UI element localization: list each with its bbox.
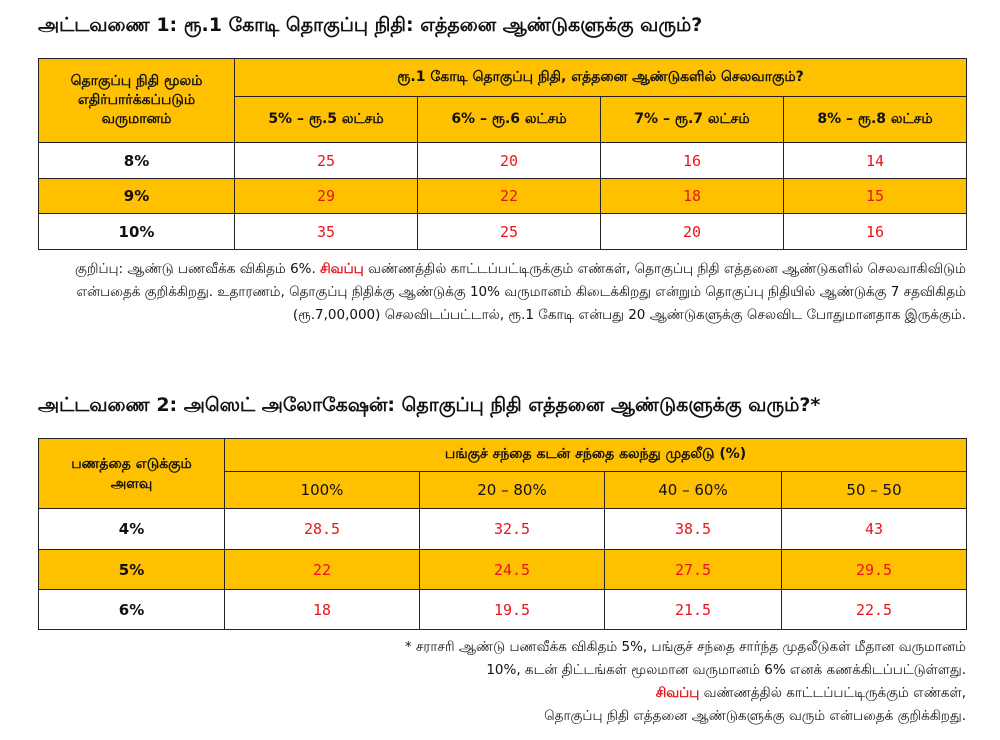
table-row [39,214,967,250]
table1-row-header: தொகுப்பு நிதி மூலம் எதிர்பார்க்கப்படும் வருமானம் [39,59,235,143]
row-label: 10% [39,214,235,250]
table-cell: 18 [601,179,784,214]
table-row [39,590,967,630]
row-label: 8% [39,143,235,179]
red-word: சிவப்பு [655,685,700,701]
table-cell: 22 [225,550,420,590]
table-cell: 38.5 [605,509,782,550]
table-cell: 22.5 [782,590,967,630]
table-cell: 22 [418,179,601,214]
table1-group-header: ரூ.1 கோடி தொகுப்பு நிதி, எத்தனை ஆண்டுகளில் செலவாகும்? [235,59,967,97]
note-text: குறிப்பு: ஆண்டு பணவீக்க விகிதம் 6%. [74,261,321,277]
table-cell: 32.5 [420,509,605,550]
red-word: சிவப்பு [320,261,364,277]
table-cell: 15 [784,179,967,214]
note-line: 10%, கடன் திட்டங்கள் மூலமான வருமானம் 6% எனக் கணக்கிடப்பட்டுள்ளது. [486,662,966,678]
table-row [39,179,967,214]
table-cell: 29.5 [782,550,967,590]
table-cell: 25 [235,143,418,179]
table-row [39,143,967,179]
table-row [39,550,967,590]
note-line: * சராசரி ஆண்டு பணவீக்க விகிதம் 5%, பங்குச் சந்தை சார்ந்த முதலீடுகள் மீதான வருமானம் [404,639,966,655]
table2-group-header: பங்குச் சந்தை கடன் சந்தை கலந்து முதலீடு (%) [225,439,967,472]
table-cell: 20 [601,214,784,250]
note-text: வண்ணத்தில் காட்டப்பட்டிருக்கும் எண்கள், தொகுப்பு நிதி எத்தனை ஆண்டுகளில் செலவாகிவிடும் என்பதைக் குறிக்கிறது. உதாரணம், தொகுப்பு நிதிக்கு ஆண்டுக்கு 10% வருமானம் கிடைக்கிறது என்றும் தொகுப்பு நிதியில் ஆண்டுக்கு 7 சதவிகிதம் (ரூ.7,00,000) செலவிடப்பட்டால், ரூ.1 கோடி என்பது 20 ஆண்டுகளுக்கு செலவிட போதுமானதாக இருக்கும். [76,261,966,323]
row-label: 9% [39,179,235,214]
table1-note [30,258,966,327]
table-cell: 43 [782,509,967,550]
row-label: 4% [39,509,225,550]
table-cell: 16 [601,143,784,179]
table2-col-header: 40 – 60% [605,472,782,509]
table-cell: 24.5 [420,550,605,590]
table1 [38,58,967,250]
table-cell: 18 [225,590,420,630]
row-label: 5% [39,550,225,590]
row-label: 6% [39,590,225,630]
note-line [30,682,966,705]
table2-col-header: 100% [225,472,420,509]
table2 [38,438,967,630]
table2-note [30,636,966,728]
table-cell: 16 [784,214,967,250]
table-row [39,509,967,550]
table-cell: 14 [784,143,967,179]
note-line: தொகுப்பு நிதி எத்தனை ஆண்டுகளுக்கு வரும் என்பதைக் குறிக்கிறது. [544,708,966,724]
table-cell: 35 [235,214,418,250]
table-cell: 28.5 [225,509,420,550]
note-text: வண்ணத்தில் காட்டப்பட்டிருக்கும் எண்கள், [699,685,966,701]
table2-col-header: 50 – 50 [782,472,967,509]
table-cell: 29 [235,179,418,214]
table1-col-header: 5% – ரூ.5 லட்சம் [235,97,418,143]
table1-title: அட்டவணை 1: ரூ.1 கோடி தொகுப்பு நிதி: எத்தனை ஆண்டுகளுக்கு வரும்? [38,14,703,36]
table-cell: 25 [418,214,601,250]
table2-col-header: 20 – 80% [420,472,605,509]
table-cell: 21.5 [605,590,782,630]
table-cell: 27.5 [605,550,782,590]
table2-row-header: பணத்தை எடுக்கும் அளவு [39,439,225,509]
table-cell: 20 [418,143,601,179]
table1-col-header: 8% – ரூ.8 லட்சம் [784,97,967,143]
table1-col-header: 7% – ரூ.7 லட்சம் [601,97,784,143]
table2-title: அட்டவணை 2: அஸெட் அலோகேஷன்: தொகுப்பு நிதி எத்தனை ஆண்டுகளுக்கு வரும்?* [38,394,821,416]
table-cell: 19.5 [420,590,605,630]
table1-col-header: 6% – ரூ.6 லட்சம் [418,97,601,143]
